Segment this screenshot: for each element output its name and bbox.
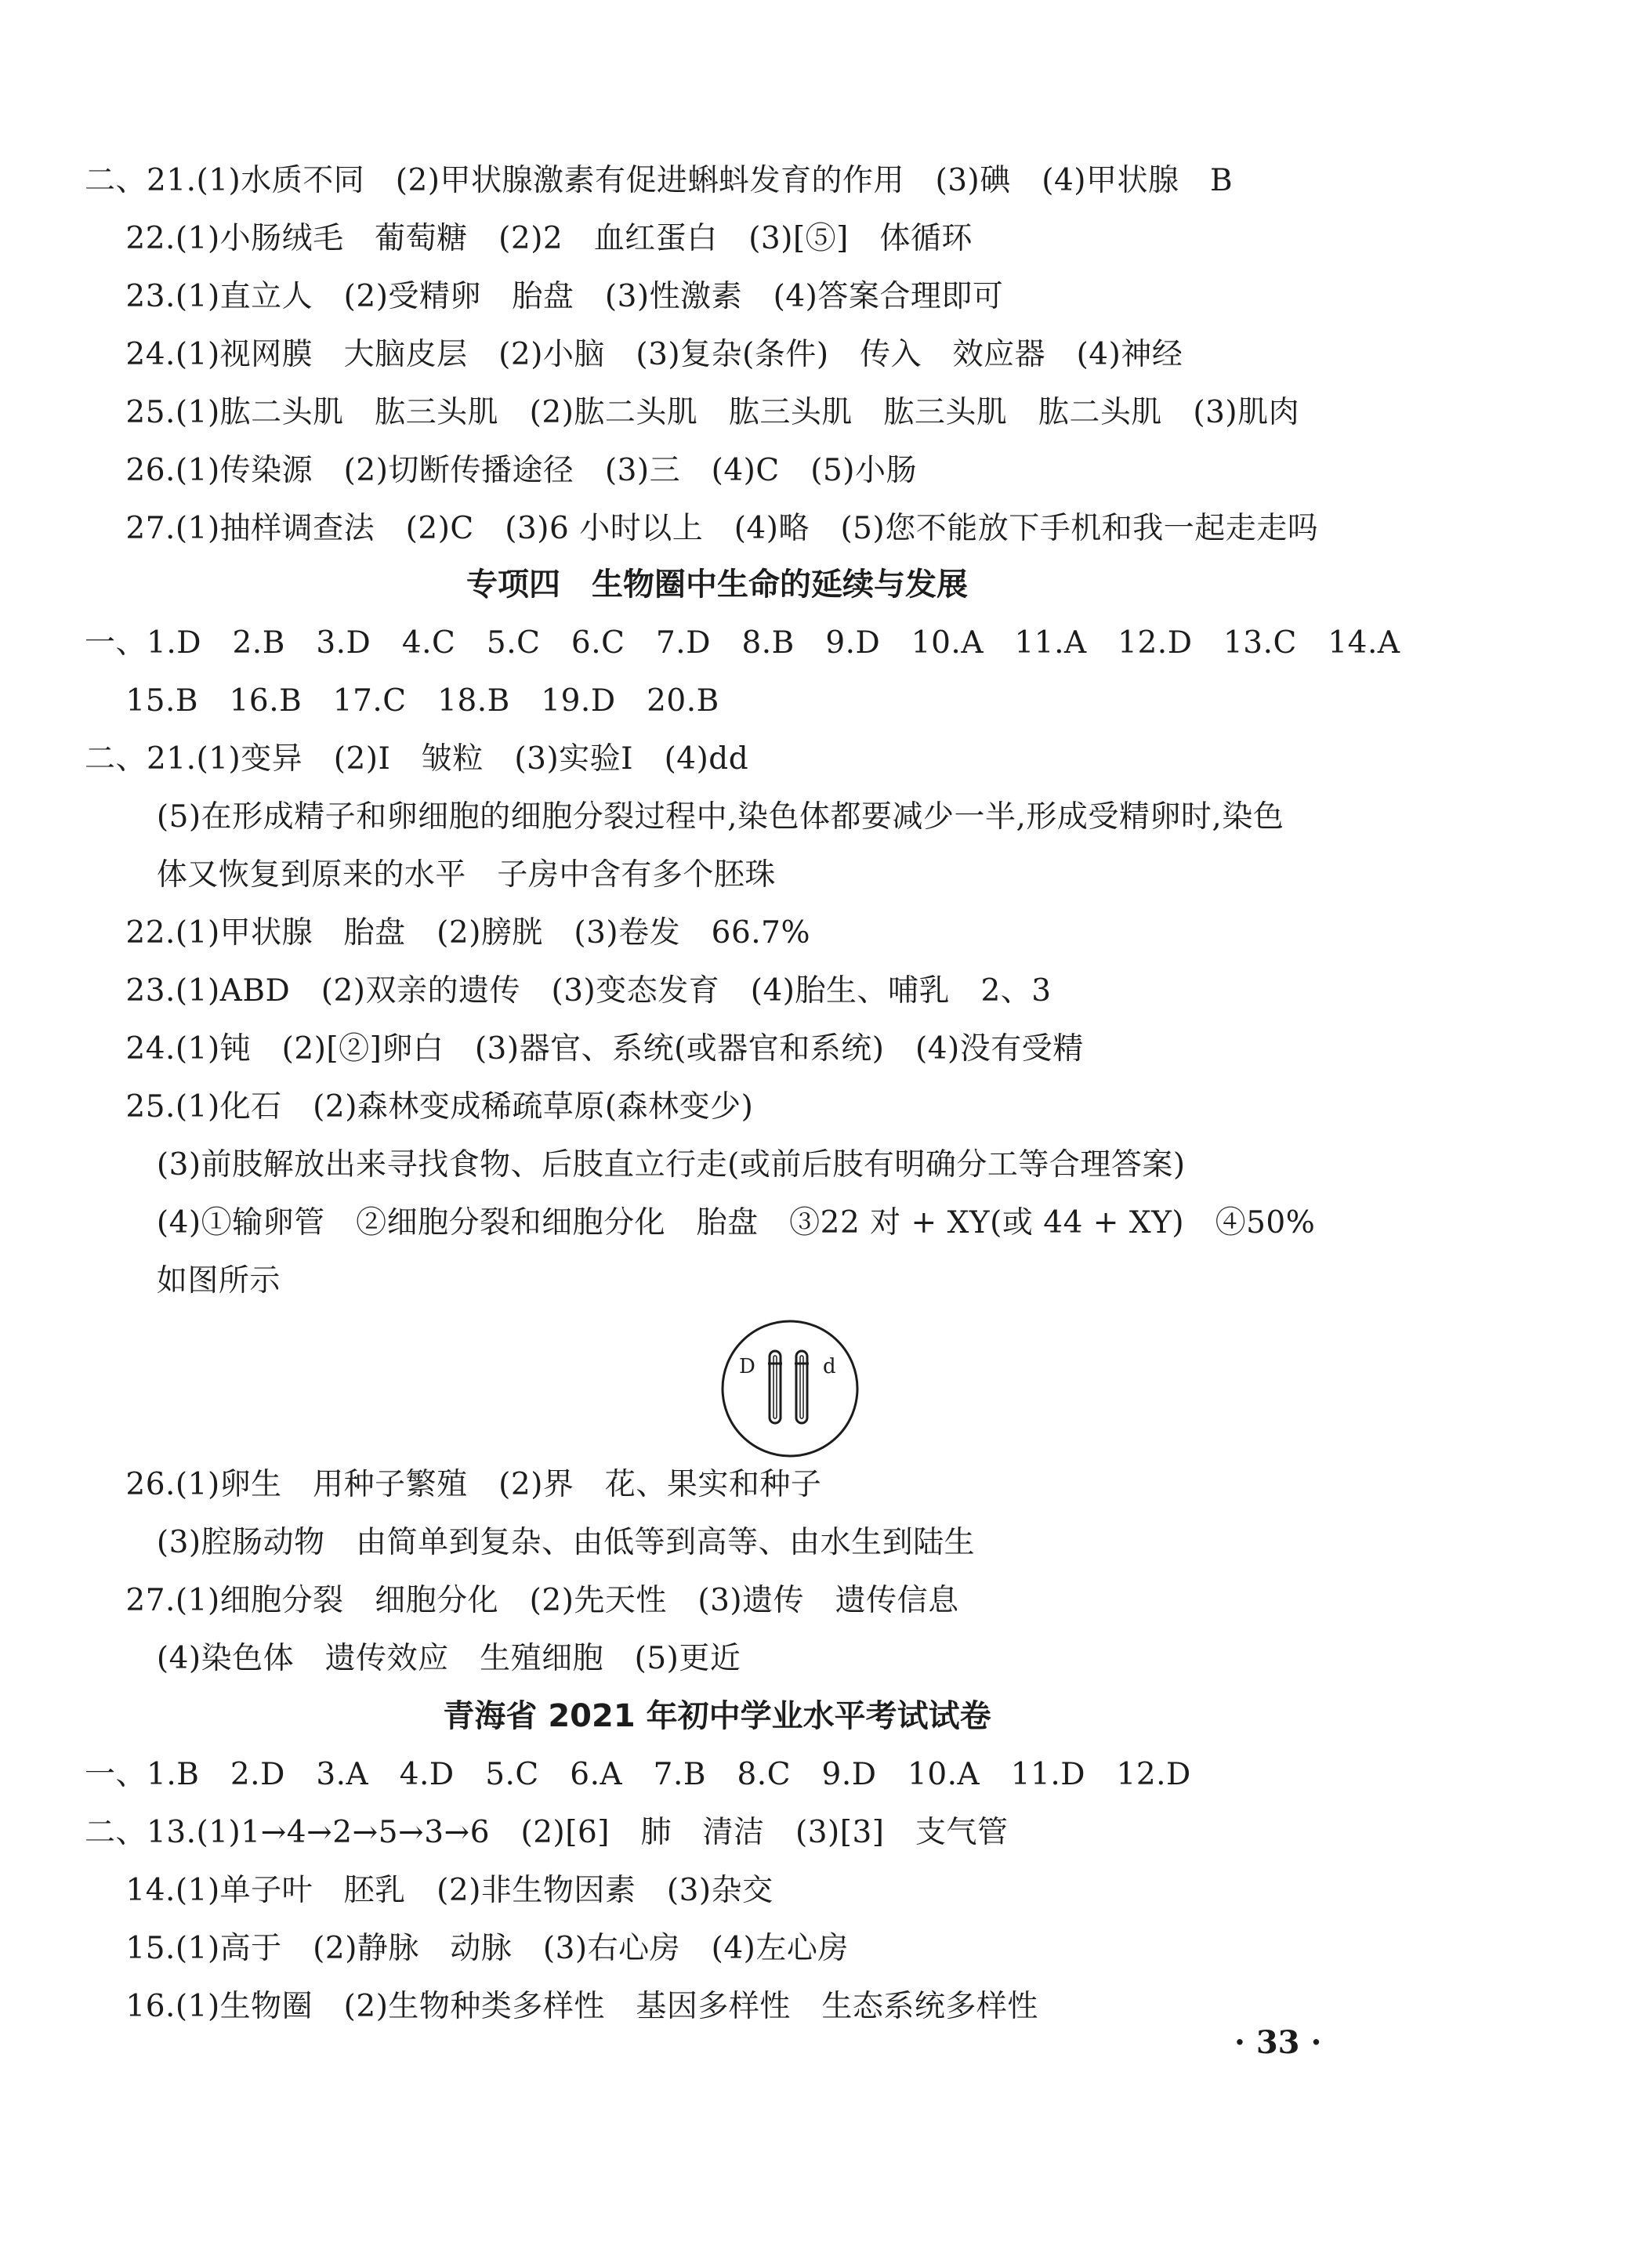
answer-line: 一、1.D 2.B 3.D 4.C 5.C 6.C 7.D 8.B 9.D 10.A 11.A 12.D 13.C 14.A (85, 625, 1400, 661)
answer-line: 体又恢复到原来的水平 子房中含有多个胚珠 (85, 857, 776, 893)
answer-line: 24.(1)视网膜 大脑皮层 (2)小脑 (3)复杂(条件) 传入 效应器 (4)神经 (85, 337, 1183, 372)
section-heading: 青海省 2021 年初中学业水平考试试卷 (443, 1698, 991, 1734)
answer-line: 15.B 16.B 17.C 18.B 19.D 20.B (85, 683, 719, 719)
cell-circle (723, 1321, 857, 1456)
chromosome-left (770, 1351, 781, 1423)
answer-line: 24.(1)钝 (2)[②]卵白 (3)器官、系统(或器官和系统) (4)没有受精 (85, 1031, 1084, 1067)
answer-line: 25.(1)化石 (2)森林变成稀疏草原(森林变少) (85, 1089, 754, 1125)
answer-line: 14.(1)单子叶 胚乳 (2)非生物因素 (3)杂交 (85, 1873, 773, 1908)
chromosome-figure (712, 1310, 868, 1467)
answer-line: (4)①输卵管 ②细胞分裂和细胞分化 胎盘 ③22 对 + XY(或 44 + XY) ④50% (85, 1205, 1316, 1241)
answer-line: 23.(1)ABD (2)双亲的遗传 (3)变态发育 (4)胎生、哺乳 2、3 (85, 973, 1052, 1009)
answer-line: 25.(1)肱二头肌 肱三头肌 (2)肱二头肌 肱三头肌 肱三头肌 肱二头肌 (3)肌肉 (85, 395, 1300, 430)
answer-line: (5)在形成精子和卵细胞的细胞分裂过程中,染色体都要减少一半,形成受精卵时,染色 (85, 799, 1284, 835)
answer-line: 如图所示 (85, 1263, 281, 1298)
answer-line: 15.(1)高于 (2)静脉 动脉 (3)右心房 (4)左心房 (85, 1931, 849, 1966)
answer-line: 26.(1)传染源 (2)切断传播途径 (3)三 (4)C (5)小肠 (85, 453, 917, 488)
answer-line: 22.(1)小肠绒毛 葡萄糖 (2)2 血红蛋白 (3)[⑤] 体循环 (85, 221, 973, 256)
answer-line: 23.(1)直立人 (2)受精卵 胎盘 (3)性激素 (4)答案合理即可 (85, 279, 1004, 314)
answer-line: (3)前肢解放出来寻找食物、后肢直立行走(或前后肢有明确分工等合理答案) (85, 1147, 1186, 1183)
answer-line: 27.(1)细胞分裂 细胞分化 (2)先天性 (3)遗传 遗传信息 (85, 1583, 959, 1618)
chromosome-left-inner (773, 1356, 777, 1418)
allele-label-left: D (739, 1355, 755, 1378)
answer-line: 二、13.(1)1→4→2→5→3→6 (2)[6] 肺 清洁 (3)[3] 支气管 (85, 1815, 1009, 1850)
section-heading: 专项四 生物圈中生命的延续与发展 (466, 567, 968, 603)
chromosome-right-inner (800, 1356, 803, 1418)
answer-line: 22.(1)甲状腺 胎盘 (2)膀胱 (3)卷发 66.7% (85, 915, 811, 951)
answer-line: 一、1.B 2.D 3.A 4.D 5.C 6.A 7.B 8.C 9.D 10.A 11.D 12.D (85, 1757, 1191, 1792)
page-number: · 33 · (1234, 2024, 1322, 2061)
answer-line: 二、21.(1)变异 (2)Ⅰ 皱粒 (3)实验Ⅰ (4)dd (85, 741, 749, 777)
allele-label-right: d (823, 1355, 836, 1378)
chromosome-right (796, 1351, 807, 1423)
answer-line: 26.(1)卵生 用种子繁殖 (2)界 花、果实和种子 (85, 1467, 822, 1502)
answer-line: (4)染色体 遗传效应 生殖细胞 (5)更近 (85, 1641, 741, 1676)
answer-line: 16.(1)生物圈 (2)生物种类多样性 基因多样性 生态系统多样性 (85, 1989, 1038, 2024)
answer-line: 27.(1)抽样调查法 (2)C (3)6 小时以上 (4)略 (5)您不能放下手机和我一起走走吗 (85, 511, 1319, 546)
answer-line: (3)腔肠动物 由简单到复杂、由低等到高等、由水生到陆生 (85, 1525, 976, 1560)
answer-line: 二、21.(1)水质不同 (2)甲状腺激素有促进蝌蚪发育的作用 (3)碘 (4)甲状腺 B (85, 163, 1234, 198)
